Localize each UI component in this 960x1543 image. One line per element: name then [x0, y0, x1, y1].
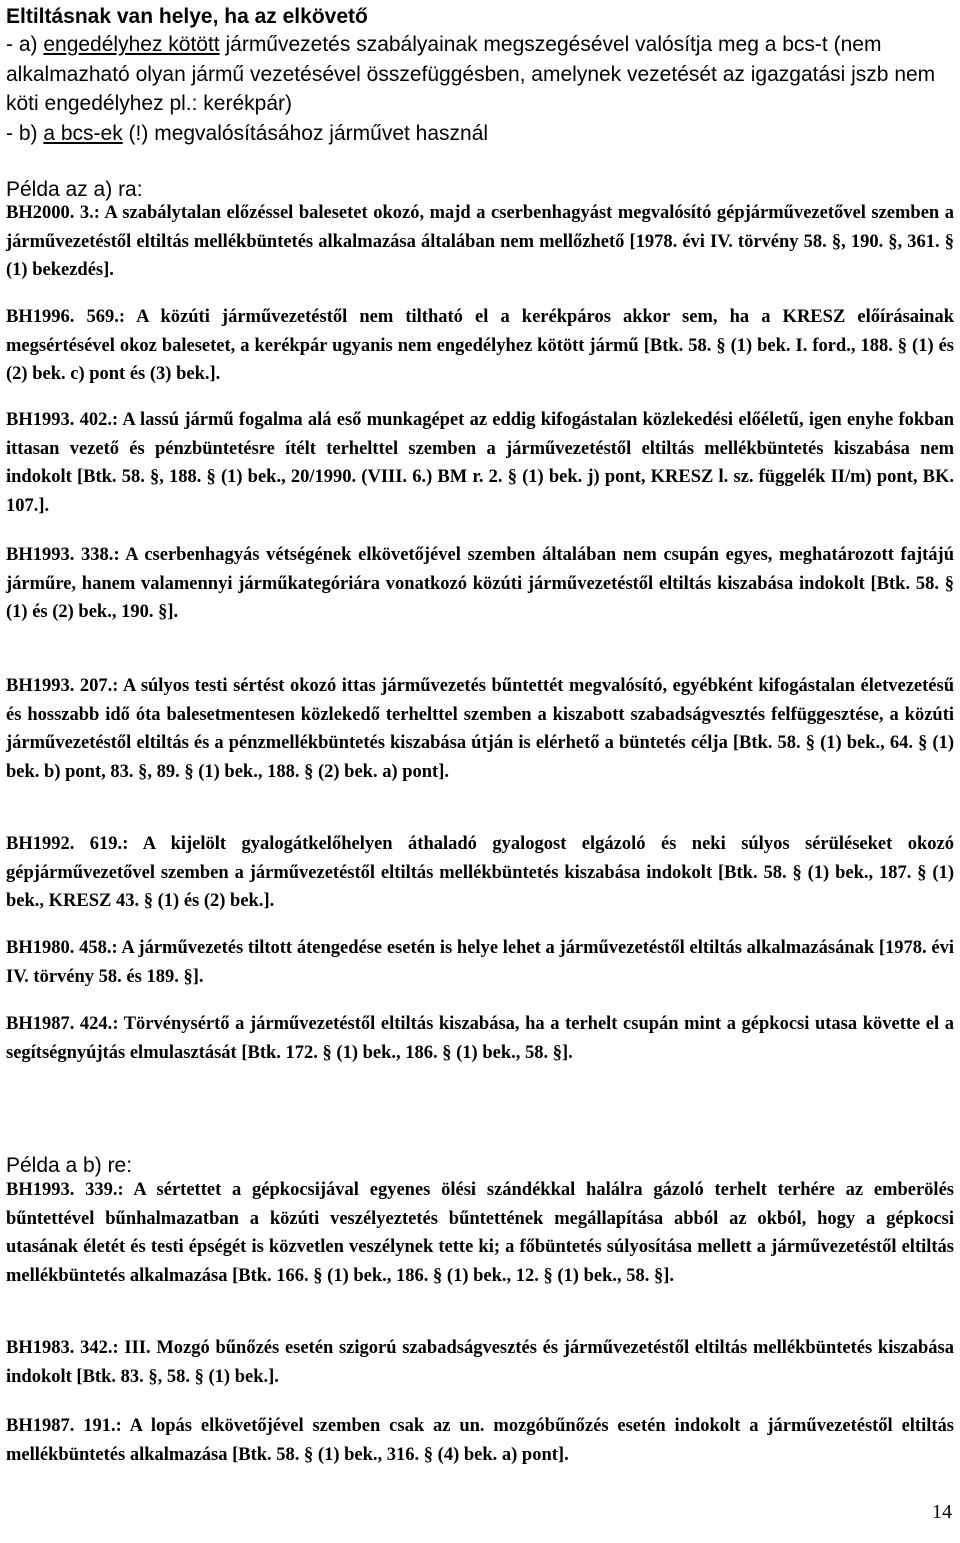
- intro-block: [6, 30, 954, 148]
- case-text: : A cserbenhagyás vétségének elkövetőjével szemben általában nem csupán egyes, meghatározott fajtájú járműre, hanem valamennyi járműkategóriára vonatkozó közúti járművezetéstől eltiltás kiszabása indokolt [Btk. 58. § (1) és (2) bek., 190. §].: [6, 545, 954, 623]
- line-a-rest: járművezetés szabályainak megszegésével valósítja meg a bcs-t (nem alkalmazható olyan jármű vezetésével összefüggésben, amelynek vezetését az igazgatási jszb nem köti engedélyhez pl.: kerékpár): [6, 33, 936, 115]
- case-paragraph: [6, 830, 954, 916]
- case-paragraph: [6, 1334, 954, 1391]
- example-a-label: Példa az a) ra:: [6, 178, 143, 201]
- case-ref: BH1993. 339.: [6, 1180, 118, 1200]
- case-text: : A sértettet a gépkocsijával egyenes ölési szándékkal halálra gázoló terhelt terhére az emberölés bűntettével bűnhalmazatban a közúti veszélyeztetés bűntettének megállapítása abból az okból, hogy a gépkocsi utasának életét és testi épségét is közvetlen veszélynek tette ki; a főbüntetés súlyosítása mellett a járművezetéstől eltiltás mellékbüntetés alkalmazása [Btk. 166. § (1) bek., 186. § (1) bek., 12. § (1) bek., 58. §].: [6, 1180, 954, 1286]
- case-text: : A súlyos testi sértést okozó ittas járművezetés bűntettét megvalósító, egyébként kifogástalan életvezetésű és hosszabb idő óta balesetmentesen közlekedő terhelttel szemben a kiszabott szabadságvesztés felfüggesztése, a közúti járművezetéstől eltiltás és a pénzmellékbüntetés kiszabása útján is elérhető a büntetés célja [Btk. 58. § (1) bek., 64. § (1) bek. b) pont, 83. §, 89. § (1) bek., 188. § (2) bek. a) pont].: [6, 676, 954, 782]
- case-ref: BH1987. 424.: [6, 1014, 113, 1034]
- case-text: : A közúti járművezetéstől nem tiltható el a kerékpáros akkor sem, ha a KRESZ előírásainak megsértésével okoz balesetet, a kerékpár ugyanis nem engedélyhez kötött jármű [Btk. 58. § (1) bek. I. ford., 188. § (1) és (2) bek. c) pont és (3) bek.].: [6, 307, 954, 385]
- case-text: : A járművezetés tiltott átengedése esetén is helye lehet a járművezetéstől eltiltás alkalmazásának [1978. évi IV. törvény 58. és 189. §].: [6, 938, 954, 987]
- case-ref: BH1980. 458.: [6, 938, 112, 958]
- line-a-prefix: - a): [6, 33, 44, 56]
- intro-line-b: [6, 119, 954, 149]
- line-a-underlined: engedélyhez kötött: [43, 33, 220, 56]
- case-ref: BH1993. 402.: [6, 410, 112, 430]
- case-text: : A lassú jármű fogalma alá eső munkagépet az eddig kifogástalan közlekedési előéletű, igen enyhe fokban ittasan vezető és pénzbüntetésre ítélt terhelttel szemben a járművezetéstől eltiltás mellékbüntetés kiszabása nem indokolt [Btk. 58. §, 188. § (1) bek., 20/1990. (VIII. 6.) BM r. 2. § (1) bek. j) pont, KRESZ l. sz. függelék II/m) pont, BK. 107.].: [6, 410, 955, 516]
- case-ref: BH1992. 619.: [6, 834, 123, 854]
- case-paragraph: [6, 406, 954, 520]
- case-ref: BH1993. 207.: [6, 676, 113, 696]
- case-paragraph: [6, 303, 954, 389]
- case-text: : Törvénysértő a járművezetéstől eltiltás kiszabása, ha a terhelt csupán mint a gépkocsi utasa követte el a segítségnyújtás elmulasztását [Btk. 172. § (1) bek., 186. § (1) bek., 58. §].: [6, 1014, 954, 1063]
- case-paragraph: [6, 672, 954, 786]
- example-b-label: Példa a b) re:: [6, 1154, 133, 1177]
- line-b-prefix: - b): [6, 121, 44, 145]
- line-b-rest: (!) megvalósításához járművet használ: [122, 121, 489, 145]
- case-ref: BH1993. 338.: [6, 545, 114, 565]
- case-paragraph: [6, 541, 954, 627]
- case-paragraph: [6, 199, 954, 285]
- case-text: : A lopás elkövetőjével szemben csak az un. mozgóbűnőzés esetén indokolt a járművezetéstől eltiltás mellékbüntetés alkalmazása [Btk. 58. § (1) bek., 316. § (4) bek. a) pont].: [6, 1416, 954, 1465]
- case-ref: BH1983. 342.: [6, 1338, 113, 1358]
- case-ref: BH1996. 569.: [6, 307, 119, 327]
- case-paragraph: [6, 1176, 954, 1290]
- page-number: 14: [932, 1501, 952, 1523]
- case-paragraph: [6, 1412, 954, 1469]
- case-ref: BH1987. 191.: [6, 1416, 116, 1436]
- case-text: : A szabálytalan előzéssel balesetet okozó, majd a cserbenhagyást megvalósító gépjárművezetővel szemben a járművezetéstől eltiltás mellékbüntetés alkalmazása általában nem mellőzhető [1978. évi IV. törvény 58. §, 190. §, 361. § (1) bekezdés].: [6, 203, 954, 281]
- section-heading: Eltiltásnak van helye, ha az elkövető: [6, 5, 368, 28]
- case-paragraph: [6, 1010, 954, 1067]
- case-ref: BH2000. 3.: [6, 203, 94, 223]
- line-b-underlined: a bcs-ek: [43, 121, 123, 145]
- case-text: : III. Mozgó bűnőzés esetén szigorú szabadságvesztés és járművezetéstől eltiltás mellékbüntetés kiszabása indokolt [Btk. 83. §, 58. § (1) bek.].: [6, 1338, 954, 1387]
- intro-line-a: [6, 30, 954, 119]
- case-paragraph: [6, 934, 954, 991]
- case-text: : A kijelölt gyalogátkelőhelyen áthaladó gyalogost elgázoló és neki súlyos sérüléseket okozó gépjárművezetővel szemben a járművezetéstől eltiltás mellékbüntetés kiszabása indokolt [Btk. 58. § (1) bek., 187. § (1) bek., KRESZ 43. § (1) és (2) bek.].: [6, 834, 954, 912]
